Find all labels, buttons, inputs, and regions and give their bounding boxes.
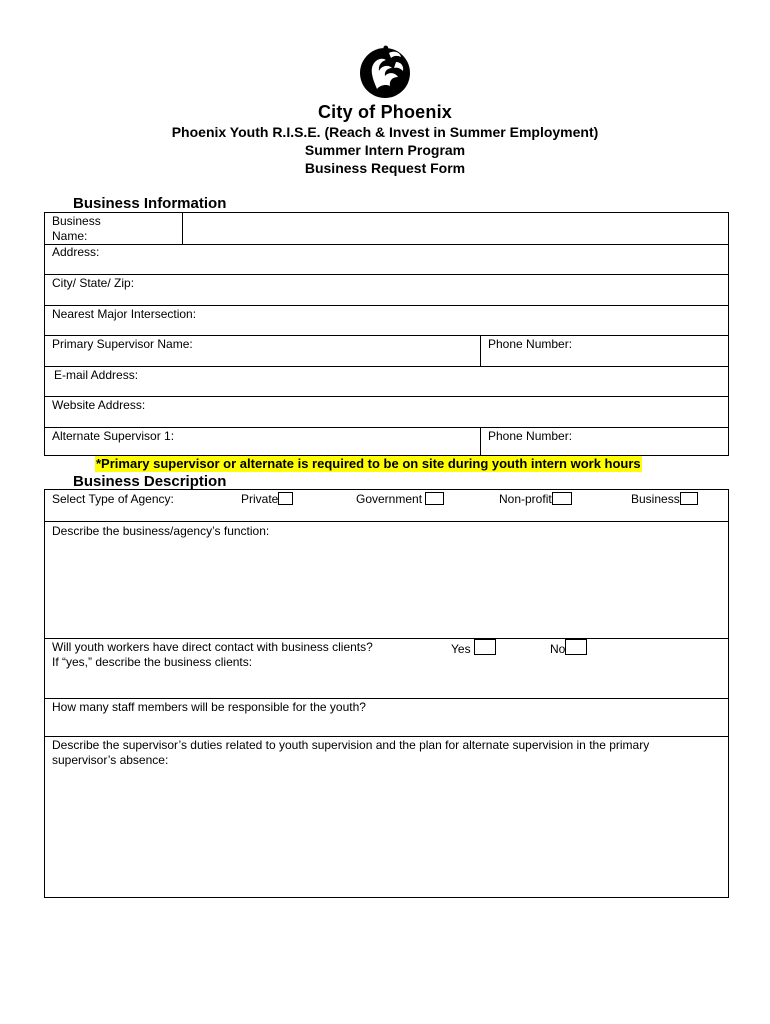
email-row[interactable] xyxy=(45,366,728,396)
no-label: No xyxy=(550,642,566,656)
option-business[interactable] xyxy=(631,492,698,507)
no-checkbox[interactable] xyxy=(565,639,587,655)
form-title: Business Request Form xyxy=(304,160,466,176)
business-info-heading: Business Information xyxy=(73,195,227,212)
program-name: Summer Intern Program xyxy=(304,142,466,158)
contact-row[interactable] xyxy=(45,638,728,698)
yes-checkbox[interactable] xyxy=(474,639,496,655)
agency-type-label: Select Type of Agency: xyxy=(52,492,174,506)
government-checkbox[interactable] xyxy=(425,492,444,505)
address-label: Address: xyxy=(52,245,100,259)
city-row[interactable] xyxy=(45,274,728,305)
city-label: City/ State/ Zip: xyxy=(52,276,135,290)
website-row[interactable] xyxy=(45,396,728,427)
option-nonprofit[interactable] xyxy=(499,492,572,507)
function-row[interactable] xyxy=(45,521,728,638)
option-business-label: Business xyxy=(631,492,680,506)
business-checkbox[interactable] xyxy=(680,492,698,505)
business-desc-table xyxy=(44,489,729,898)
business-desc-heading: Business Description xyxy=(73,473,227,490)
staff-row[interactable] xyxy=(45,698,728,736)
duties-row[interactable] xyxy=(45,736,728,897)
option-government-label: Government xyxy=(356,492,423,506)
business-name-label: Business Name: xyxy=(52,214,101,243)
private-checkbox[interactable] xyxy=(278,492,293,505)
org-name: City of Phoenix xyxy=(317,102,452,122)
option-nonprofit-label: Non-profit xyxy=(499,492,552,506)
option-private-label: Private xyxy=(241,492,279,506)
option-no[interactable] xyxy=(550,639,587,657)
alt-phone-label: Phone Number: xyxy=(488,429,573,443)
primary-supervisor-label: Primary Supervisor Name: xyxy=(52,337,193,351)
intersection-label: Nearest Major Intersection: xyxy=(52,307,197,321)
duties-question: Describe the supervisor’s duties related to youth supervision and the plan for alternate supervision in the primary supervisor’s absence: xyxy=(52,738,650,767)
email-label: E-mail Address: xyxy=(54,368,139,382)
business-info-table xyxy=(44,212,729,456)
address-row[interactable] xyxy=(45,244,728,274)
supervisor-notice: *Primary supervisor or alternate is required to be on site during youth intern work hours xyxy=(96,456,641,471)
option-government[interactable] xyxy=(356,492,444,507)
alt-supervisor-label: Alternate Supervisor 1: xyxy=(52,429,175,443)
primary-supervisor-row[interactable] xyxy=(45,335,728,366)
alt-supervisor-row[interactable] xyxy=(45,427,728,455)
business-name-row[interactable] xyxy=(45,213,728,244)
website-label: Website Address: xyxy=(52,398,146,412)
option-private[interactable] xyxy=(241,492,293,507)
contact-followup: If “yes,” describe the business clients: xyxy=(52,655,253,669)
function-label: Describe the business/agency’s function: xyxy=(52,524,270,538)
option-yes[interactable] xyxy=(451,639,496,657)
nonprofit-checkbox[interactable] xyxy=(552,492,572,505)
phone-label: Phone Number: xyxy=(488,337,573,351)
agency-type-row xyxy=(45,490,728,521)
yes-label: Yes xyxy=(451,642,471,656)
staff-question: How many staff members will be responsible for the youth? xyxy=(52,700,366,714)
phoenix-bird-icon xyxy=(358,44,412,100)
program-full-name: Phoenix Youth R.I.S.E. (Reach & Invest in Summer Employment) xyxy=(171,124,599,140)
intersection-row[interactable] xyxy=(45,305,728,335)
contact-question: Will youth workers have direct contact with business clients? xyxy=(52,640,373,654)
